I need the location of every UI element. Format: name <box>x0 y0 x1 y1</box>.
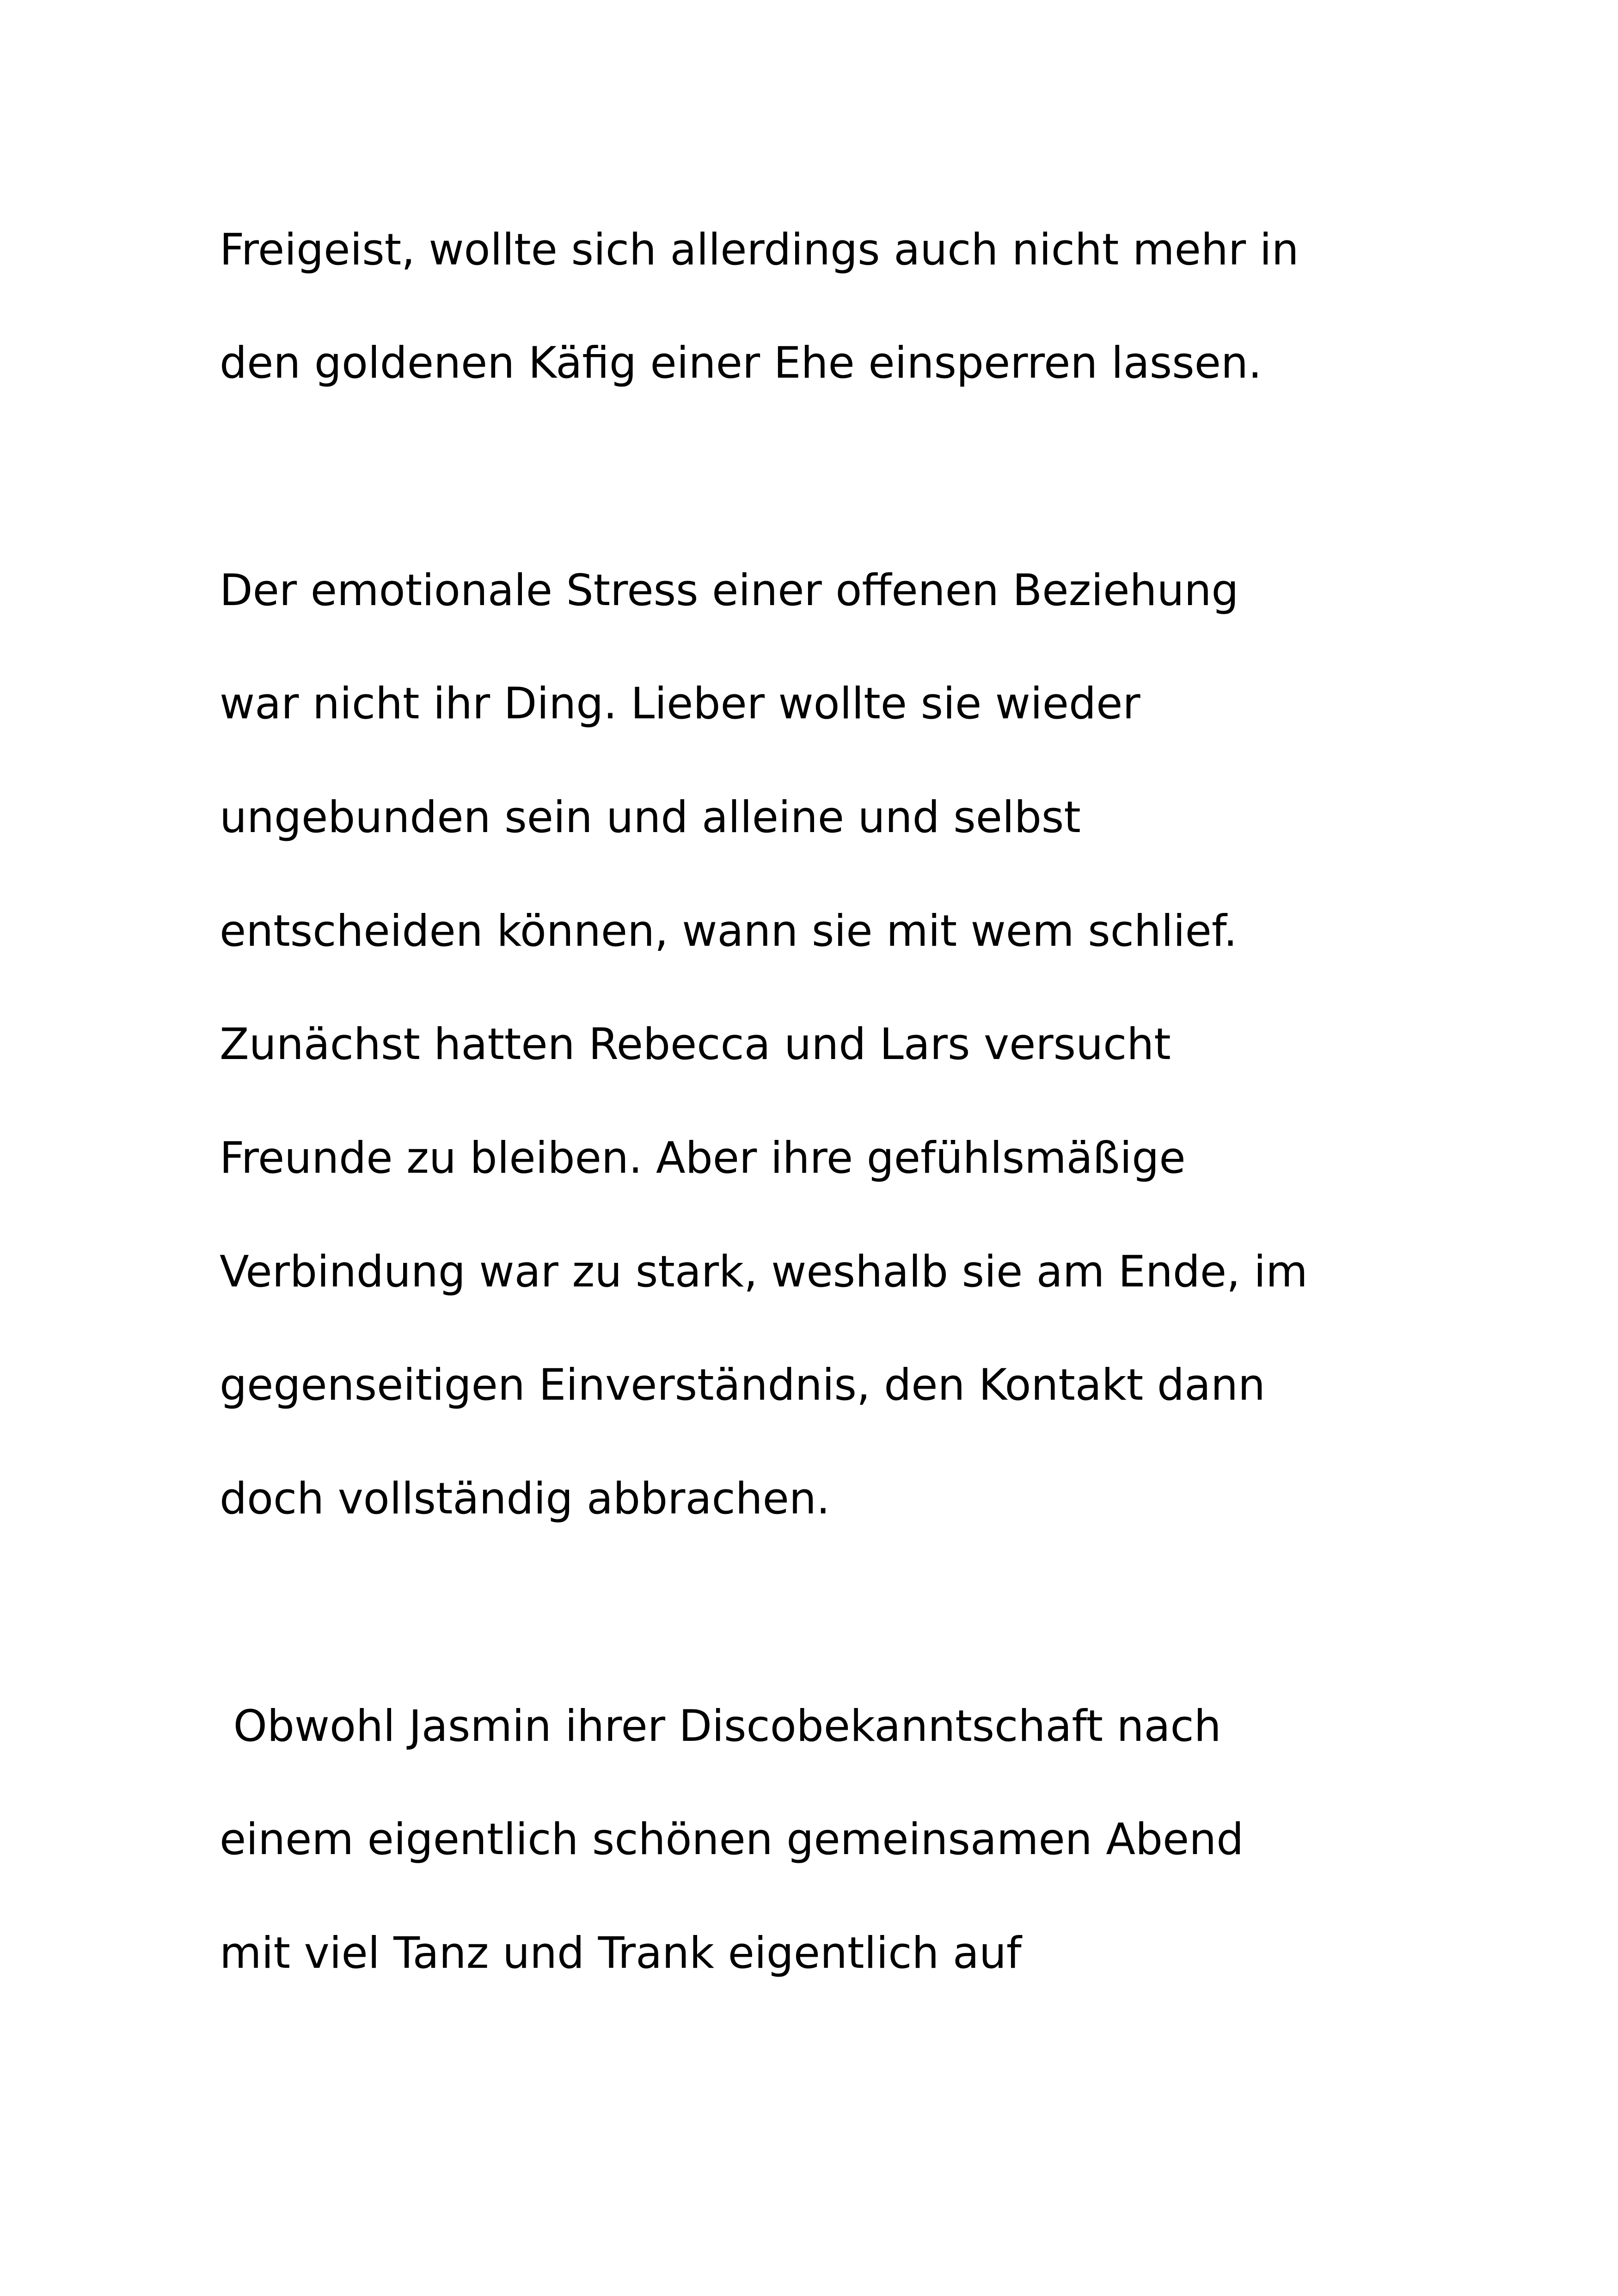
text-line: entscheiden können, wann sie mit wem schlief. <box>220 906 1238 956</box>
text-line: Freigeist, wollte sich allerdings auch nicht mehr in <box>220 225 1299 275</box>
text-line: Verbindung war zu stark, weshalb sie am Ende, im <box>220 1247 1308 1297</box>
text-line: gegenseitigen Einverständnis, den Kontakt dann <box>220 1360 1265 1410</box>
text-line: Obwohl Jasmin ihrer Discobekanntschaft nach <box>220 1701 1221 1751</box>
text-line: den goldenen Käfig einer Ehe einsperren lassen. <box>220 338 1262 388</box>
text-line: Freunde zu bleiben. Aber ihre gefühlsmäßige <box>220 1133 1186 1183</box>
text-line: ungebunden sein und alleine und selbst <box>220 792 1081 843</box>
text-line: war nicht ihr Ding. Lieber wollte sie wieder <box>220 679 1140 729</box>
text-line: Der emotionale Stress einer offenen Beziehung <box>220 565 1239 616</box>
text-line: einem eigentlich schönen gemeinsamen Abend <box>220 1814 1244 1865</box>
text-line: mit viel Tanz und Trank eigentlich auf <box>220 1928 1022 1978</box>
text-line: Zunächst hatten Rebecca und Lars versucht <box>220 1019 1171 1070</box>
text-line: doch vollständig abbrachen. <box>220 1474 830 1524</box>
